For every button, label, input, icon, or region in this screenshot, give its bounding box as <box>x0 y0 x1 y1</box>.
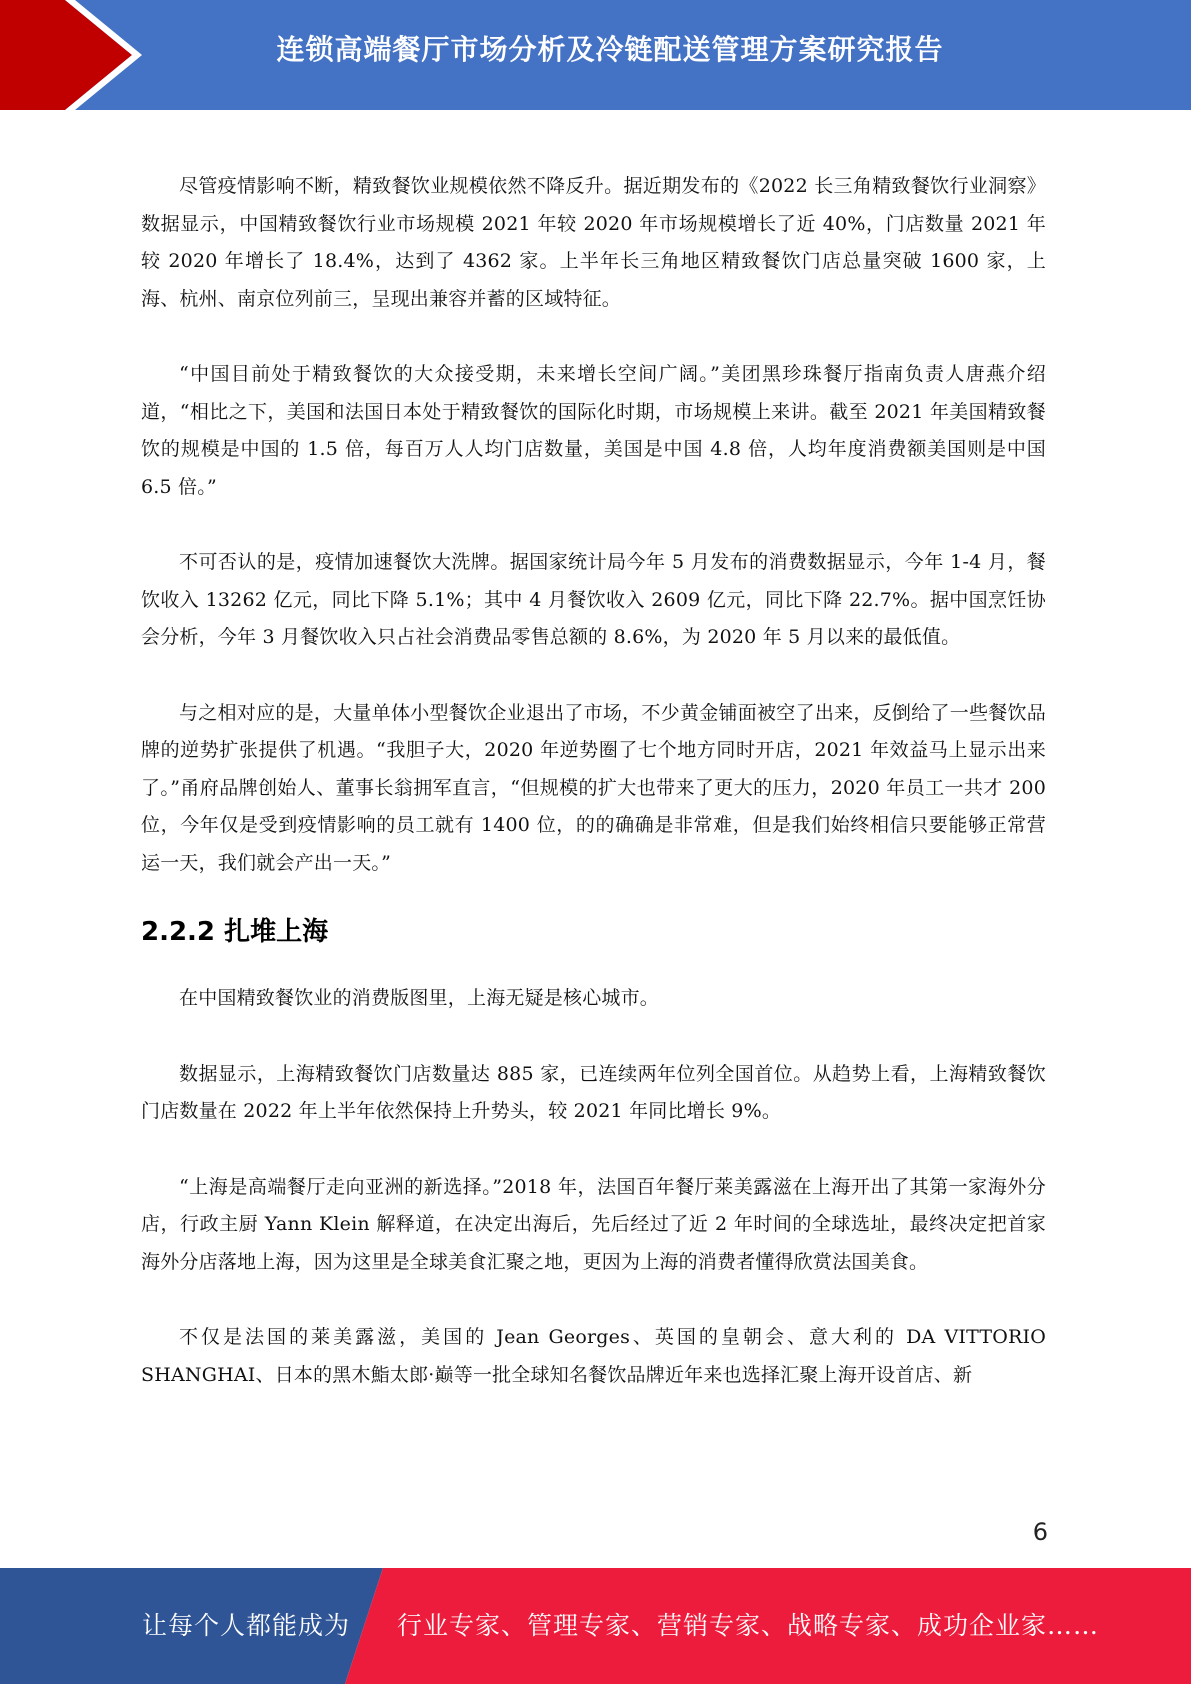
paragraph: 不可否认的是，疫情加速餐饮大洗牌。据国家统计局今年 5 月发布的消费数据显示，今年 1-4 月，餐饮收入 13262 亿元，同比下降 5.1%；其中 4 月餐饮收入 2609 亿元，同比下降 22.7%。据中国烹饪协会分析，今年 3 月餐饮收入只占社会消费品零售总额的 8.6%，为 2020 年 5 月以来的最低值。 <box>141 551 1046 648</box>
paragraph: “中国目前处于精致餐饮的大众接受期，未来增长空间广阔。”美团黑珍珠餐厅指南负责人唐燕介绍道，“相比之下，美国和法国日本处于精致餐饮的国际化时期，市场规模上来讲。截至 2021 年美国精致餐饮的规模是中国的 1.5 倍，每百万人人均门店数量，美国是中国 4.8 倍，人均年度消费额美国则是中国 6.5 倍。” <box>141 363 1046 498</box>
section-heading: 2.2.2 扎堆上海 <box>141 917 329 947</box>
page-header <box>0 0 1191 110</box>
paragraph: 在中国精致餐饮业的消费版图里，上海无疑是核心城市。 <box>179 987 660 1009</box>
page-number: 6 <box>1032 1518 1048 1546</box>
page-footer <box>0 1568 1191 1684</box>
paragraph: 不仅是法国的莱美露滋，美国的 Jean Georges、英国的皇朝会、意大利的 DA VITTORIO SHANGHAI、日本的黑木鮨太郎·巅等一批全球知名餐饮品牌近年来也选择汇聚上海开设首店、新 <box>141 1326 1046 1386</box>
paragraph: 数据显示，上海精致餐饮门店数量达 885 家，已连续两年位列全国首位。从趋势上看，上海精致餐饮门店数量在 2022 年上半年依然保持上升势头，较 2021 年同比增长 9%。 <box>141 1062 1046 1122</box>
paragraph: 与之相对应的是，大量单体小型餐饮企业退出了市场，不少黄金铺面被空了出来，反倒给了一些餐饮品牌的逆势扩张提供了机遇。“我胆子大，2020 年逆势圈了七个地方同时开店，2021 年效益马上显示出来了。”甬府品牌创始人、董事长翁拥军直言，“但规模的扩大也带来了更大的压力，2020 年员工一共才 200 位，今年仅是受到疫情影响的员工就有 1400 位，的的确确是非常难，但是我们始终相信只要能够正常营运一天，我们就会产出一天。” <box>141 701 1046 874</box>
paragraph: 尽管疫情影响不断，精致餐饮业规模依然不降反升。据近期发布的《2022 长三角精致餐饮行业洞察》数据显示，中国精致餐饮行业市场规模 2021 年较 2020 年市场规模增长了近 40%，门店数量 2021 年较 2020 年增长了 18.4%，达到了 4362 家。上半年长三角地区精致餐饮门店总量突破 1600 家，上海、杭州、南京位列前三，呈现出兼容并蓄的区域特征。 <box>141 175 1046 310</box>
footer-slogan-right: 行业专家、管理专家、营销专家、战略专家、成功企业家…… <box>397 1611 1100 1640</box>
header-arrow-icon <box>0 0 150 110</box>
paragraph: “上海是高端餐厅走向亚洲的新选择。”2018 年，法国百年餐厅莱美露滋在上海开出了其第一家海外分店，行政主厨 Yann Klein 解释道，在决定出海后，先后经过了近 2 年时间的全球选址，最终决定把首家海外分店落地上海，因为这里是全球美食汇聚之地，更因为上海的消费者懂得欣赏法国美食。 <box>141 1175 1046 1273</box>
document-title: 连锁高端餐厅市场分析及冷链配送管理方案研究报告 <box>276 33 944 66</box>
footer-slogan-left: 让每个人都能成为 <box>142 1611 351 1640</box>
main-content <box>141 168 1046 1394</box>
